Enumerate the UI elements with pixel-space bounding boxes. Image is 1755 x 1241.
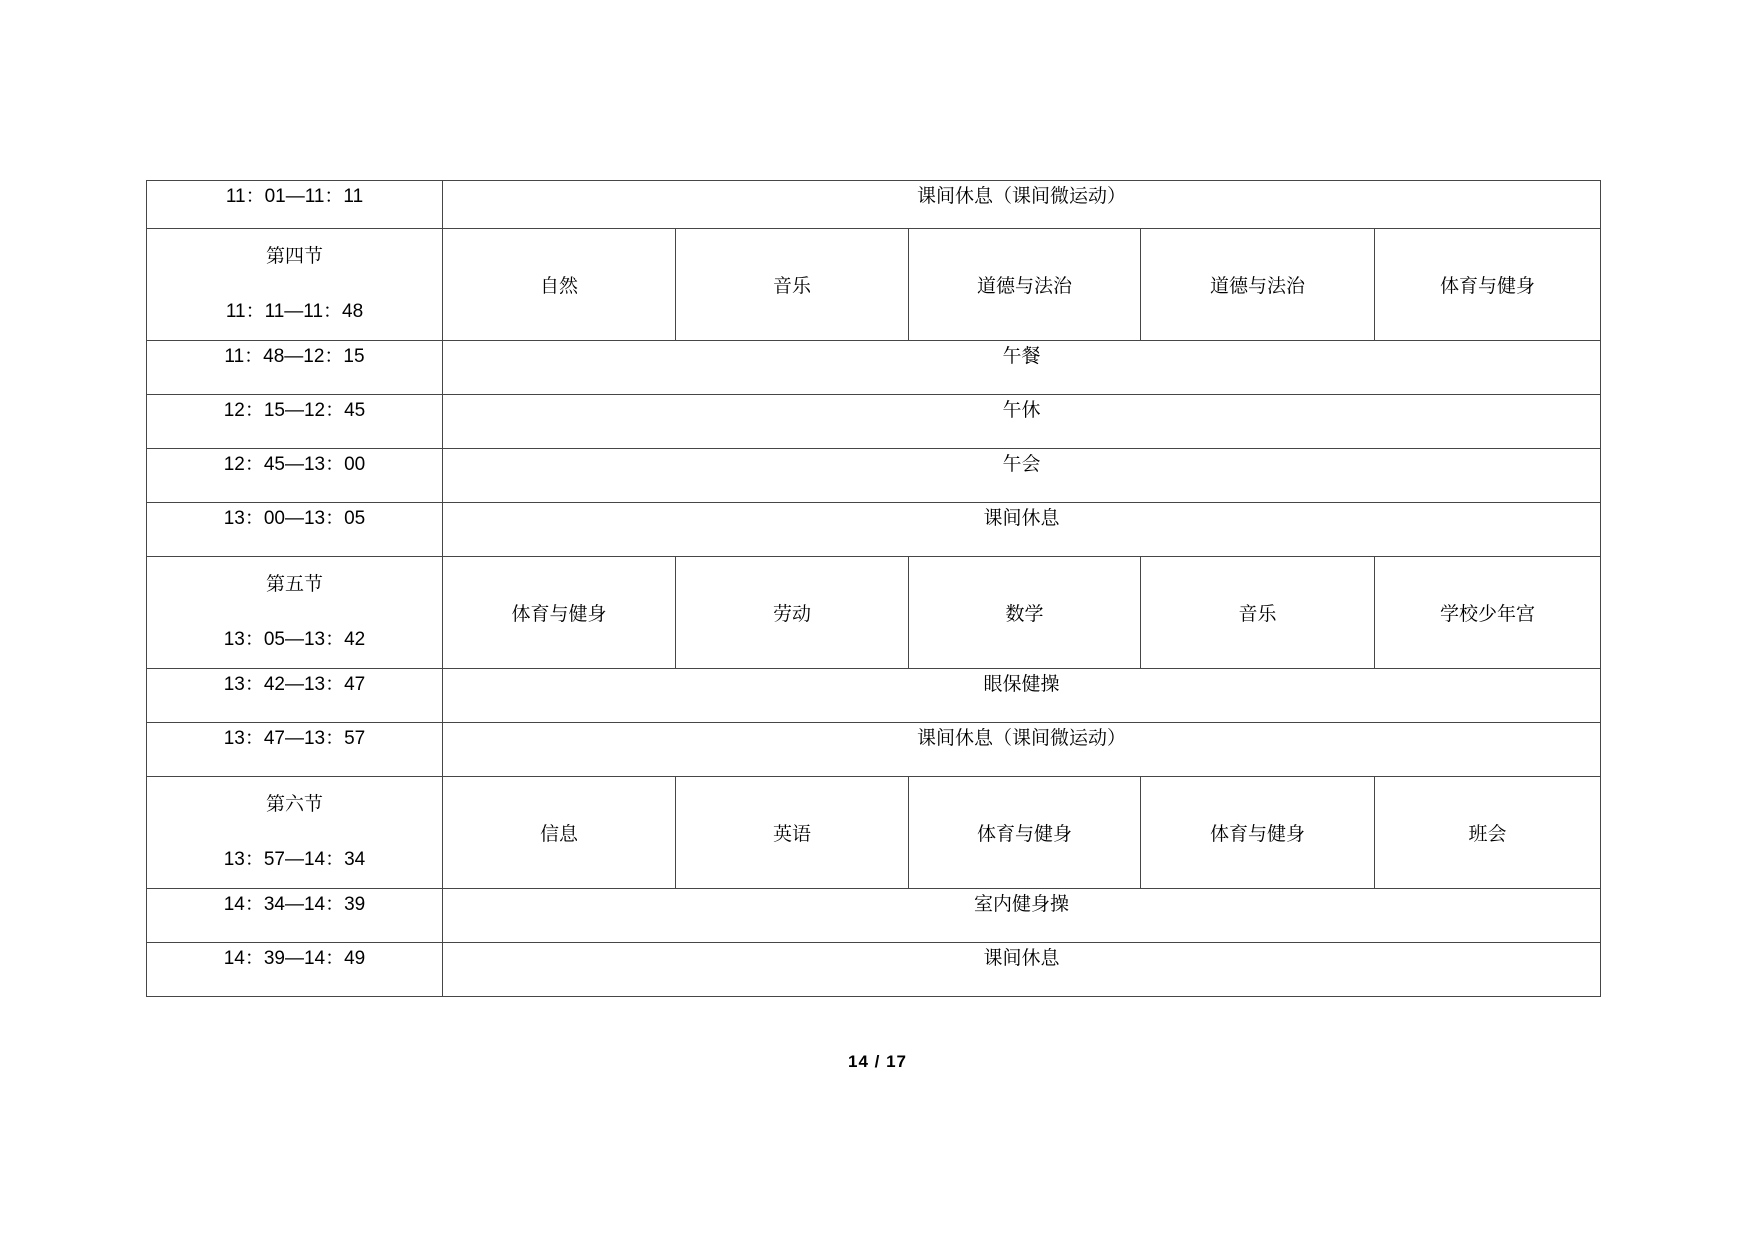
subject-cell: 音乐 [1141, 557, 1375, 669]
time-cell: 12：15—12：45 [147, 395, 443, 449]
activity-span-cell: 午休 [443, 395, 1601, 449]
activity-span-cell: 课间休息（课间微运动） [443, 181, 1601, 229]
table-row [147, 723, 1601, 777]
activity-span-cell: 室内健身操 [443, 889, 1601, 943]
subject-cell: 班会 [1375, 777, 1601, 889]
period-time-cell [147, 229, 443, 341]
time-cell: 11：48—12：15 [147, 341, 443, 395]
subject-cell: 体育与健身 [1141, 777, 1375, 889]
activity-span-cell: 午餐 [443, 341, 1601, 395]
table-row [147, 181, 1601, 229]
time-range: 13：05—13：42 [223, 629, 366, 650]
activity-span-cell: 课间休息（课间微运动） [443, 723, 1601, 777]
table-row [147, 229, 1601, 341]
activity-span-cell: 眼保健操 [443, 669, 1601, 723]
time-cell: 12：45—13：00 [147, 449, 443, 503]
subject-cell: 数学 [909, 557, 1141, 669]
subject-cell: 道德与法治 [1141, 229, 1375, 341]
table-row [147, 889, 1601, 943]
subject-cell: 体育与健身 [909, 777, 1141, 889]
activity-span-cell: 课间休息 [443, 943, 1601, 997]
subject-cell: 体育与健身 [443, 557, 676, 669]
table-row [147, 503, 1601, 557]
period-time-cell [147, 777, 443, 889]
time-cell: 14：39—14：49 [147, 943, 443, 997]
subject-cell: 道德与法治 [909, 229, 1141, 341]
time-cell: 13：47—13：57 [147, 723, 443, 777]
time-cell: 13：00—13：05 [147, 503, 443, 557]
table-row [147, 557, 1601, 669]
time-cell: 11：01—11：11 [147, 181, 443, 229]
subject-cell: 劳动 [676, 557, 909, 669]
subject-cell: 音乐 [676, 229, 909, 341]
period-label: 第四节 [265, 246, 323, 267]
period-label: 第六节 [265, 794, 323, 815]
time-cell: 13：42—13：47 [147, 669, 443, 723]
period-label: 第五节 [265, 574, 323, 595]
table-row [147, 449, 1601, 503]
table-row [147, 395, 1601, 449]
period-time-cell [147, 557, 443, 669]
subject-cell: 英语 [676, 777, 909, 889]
table-row [147, 777, 1601, 889]
activity-span-cell: 课间休息 [443, 503, 1601, 557]
time-cell: 14：34—14：39 [147, 889, 443, 943]
table-row [147, 943, 1601, 997]
schedule-table [146, 180, 1601, 997]
subject-cell: 自然 [443, 229, 676, 341]
time-range: 13：57—14：34 [223, 849, 366, 870]
table-row [147, 669, 1601, 723]
time-range: 11：11—11：48 [225, 301, 364, 322]
subject-cell: 信息 [443, 777, 676, 889]
subject-cell: 学校少年宫 [1375, 557, 1601, 669]
activity-span-cell: 午会 [443, 449, 1601, 503]
table-row [147, 341, 1601, 395]
page-number: 14 / 17 [848, 1052, 907, 1071]
subject-cell: 体育与健身 [1375, 229, 1601, 341]
